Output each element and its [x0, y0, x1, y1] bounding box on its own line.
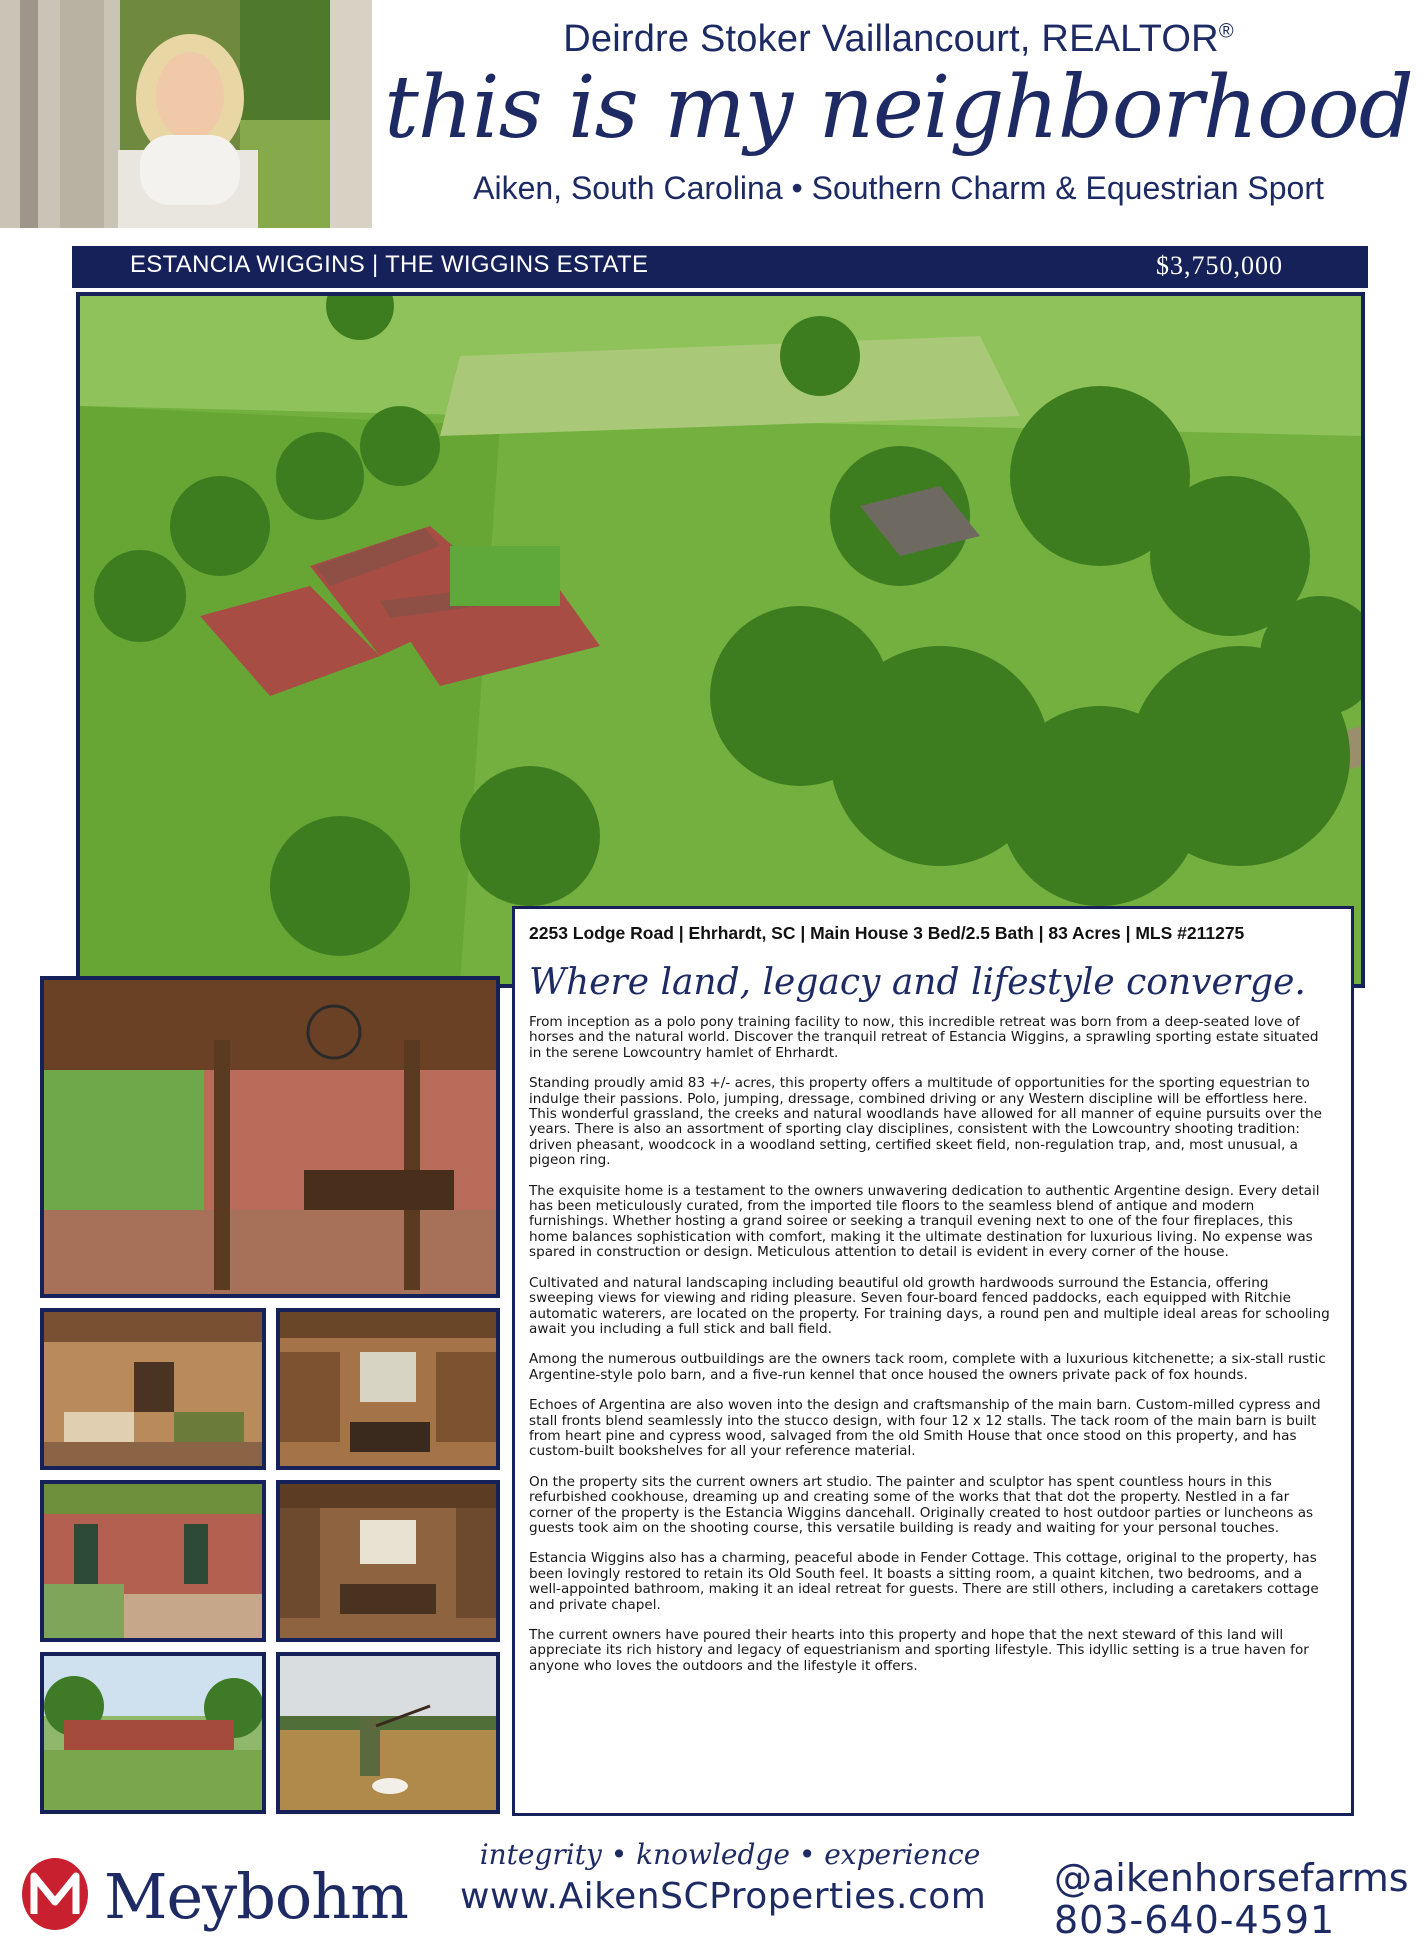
listing-details: 2253 Lodge Road | Ehrhardt, SC | Main House 3 Bed/2.5 Bath | 83 Acres | MLS #211275 — [529, 923, 1245, 943]
thumbnail-porch — [40, 1480, 266, 1642]
description-paragraph: On the property sits the current owners art studio. The painter and sculptor has spent countless hours in this refurbished cookhouse, dreaming up and creating some of the works that that dot the property. Nestled in a far corner of the property is the Estancia Wiggins dancehall. Originally created to host outdoor parties or luncheons as guests took aim on the shooting course, this versatile building is ready and waiting for your personal touches. — [529, 1473, 1314, 1536]
listing-description — [512, 906, 1354, 1816]
location-line: Aiken, South Carolina • Southern Charm & Equestrian Sport — [473, 170, 1324, 206]
description-paragraph: The current owners have poured their hearts into this property and hope that the next steward of this land will appreciate its rich history and legacy of equestrianism and sporting lifestyle. This idyllic setting is a true haven for anyone who loves the outdoors and the lifestyle it offers. — [529, 1627, 1309, 1674]
description-paragraph: Echoes of Argentina are also woven into the design and craftsmanship of the main barn. Custom-milled cypress and stall fronts blend seamlessly into the stucco design, with four 12 x 12 stalls. The tack room of the main barn is built from heart pine and cypress wood, salvaged from the old Smith House that once stood on this property, and has custom-built bookshelves for all your reference material. — [529, 1397, 1321, 1460]
estate-title: ESTANCIA WIGGINS | THE WIGGINS ESTATE — [130, 251, 649, 278]
thumbnail-living-room — [40, 1308, 266, 1470]
footer-motto: integrity • knowledge • experience — [479, 1838, 981, 1871]
brand-name: Meybohm — [104, 1860, 408, 1933]
description-paragraph: Standing proudly amid 83 +/- acres, this property offers a multitude of opportunities for the sporting equestrian to indulge their passions. Polo, jumping, dressage, combined driving or any Western discipline will be effortless here. This wonderful grassland, the creeks and natural woodlands have allowed for all manner of equine pursuits over the years. There is also an assortment of sporting clay disciplines, consistent with the Lowcountry shooting tradition: driven pheasant, woodcock in a woodland setting, certified skeet field, non-regulation trap, and, most unusual, a pigeon ring. — [529, 1075, 1322, 1169]
thumbnail-barn — [40, 1652, 266, 1814]
agent-name — [372, 18, 1425, 61]
website-link[interactable]: www.AikenSCProperties.com — [460, 1876, 987, 1917]
description-paragraph: Among the numerous outbuildings are the owners tack room, complete with a luxurious kitchenette; a six-stall rustic Argentine-style polo barn, and a five-run kennel that once housed the owners private pack of fox hounds. — [529, 1351, 1326, 1383]
listing-headline: Where land, legacy and lifestyle converge. — [529, 962, 1306, 1003]
thumbnail-patio — [40, 976, 500, 1298]
hero-aerial-photo — [76, 292, 1365, 988]
agent-photo — [0, 0, 372, 228]
description-paragraph: Cultivated and natural landscaping including beautiful old growth hardwoods surround the Estancia, offering sweeping views for viewing and riding pleasure. Seven four-board fenced paddocks, each equipped with Ritchie automatic waterers, are located on the property. For training days, a round pen and multiple ideal areas for schooling await you including a full stick and ball field. — [529, 1274, 1330, 1337]
thumbnail-library — [276, 1480, 500, 1642]
tagline: this is my neighborhood — [384, 58, 1413, 158]
agent-name-text: Deirdre Stoker Vaillancourt, REALTOR — [563, 18, 1219, 60]
meybohm-logo-icon — [20, 1856, 90, 1932]
description-paragraph: Estancia Wiggins also has a charming, peaceful abode in Fender Cottage. This cottage, original to the property, has been lovingly restored to retain its Old South feel. It boasts a sitting room, a quaint kitchen, two bedrooms, and a well-appointed bathroom, making it an ideal retreat for guests. There are still others, including a caretakers cottage and private chapel. — [529, 1550, 1319, 1613]
thumbnail-hunting — [276, 1652, 500, 1814]
thumbnail-kitchen — [276, 1308, 500, 1470]
phone-number[interactable]: 803-640-4591 — [1054, 1898, 1336, 1942]
estate-price: $3,750,000 — [1156, 251, 1283, 280]
description-paragraph: From inception as a polo pony training facility to now, this incredible retreat was born from a deep-seated love of horses and the natural world. Discover the tranquil retreat of Estancia Wiggins, a sprawling sporting estate situated in the serene Lowcountry hamlet of Ehrhardt. — [529, 1014, 1319, 1061]
social-handle[interactable]: @aikenhorsefarms — [1054, 1856, 1409, 1900]
registered-mark: ® — [1218, 20, 1234, 43]
description-paragraph: The exquisite home is a testament to the owners unwavering dedication to authentic Argentine design. Every detail has been meticulously curated, from the imported tile floors to the seamless blend of antique and modern furnishings. Whether hosting a grand soiree or seeking a tranquil evening next to one of the four fireplaces, this home balances sophistication with comfort, making it the ultimate destination for luxurious living. No expense was spared in construction or design. Meticulous attention to detail is evident in every corner of the house. — [529, 1182, 1320, 1261]
